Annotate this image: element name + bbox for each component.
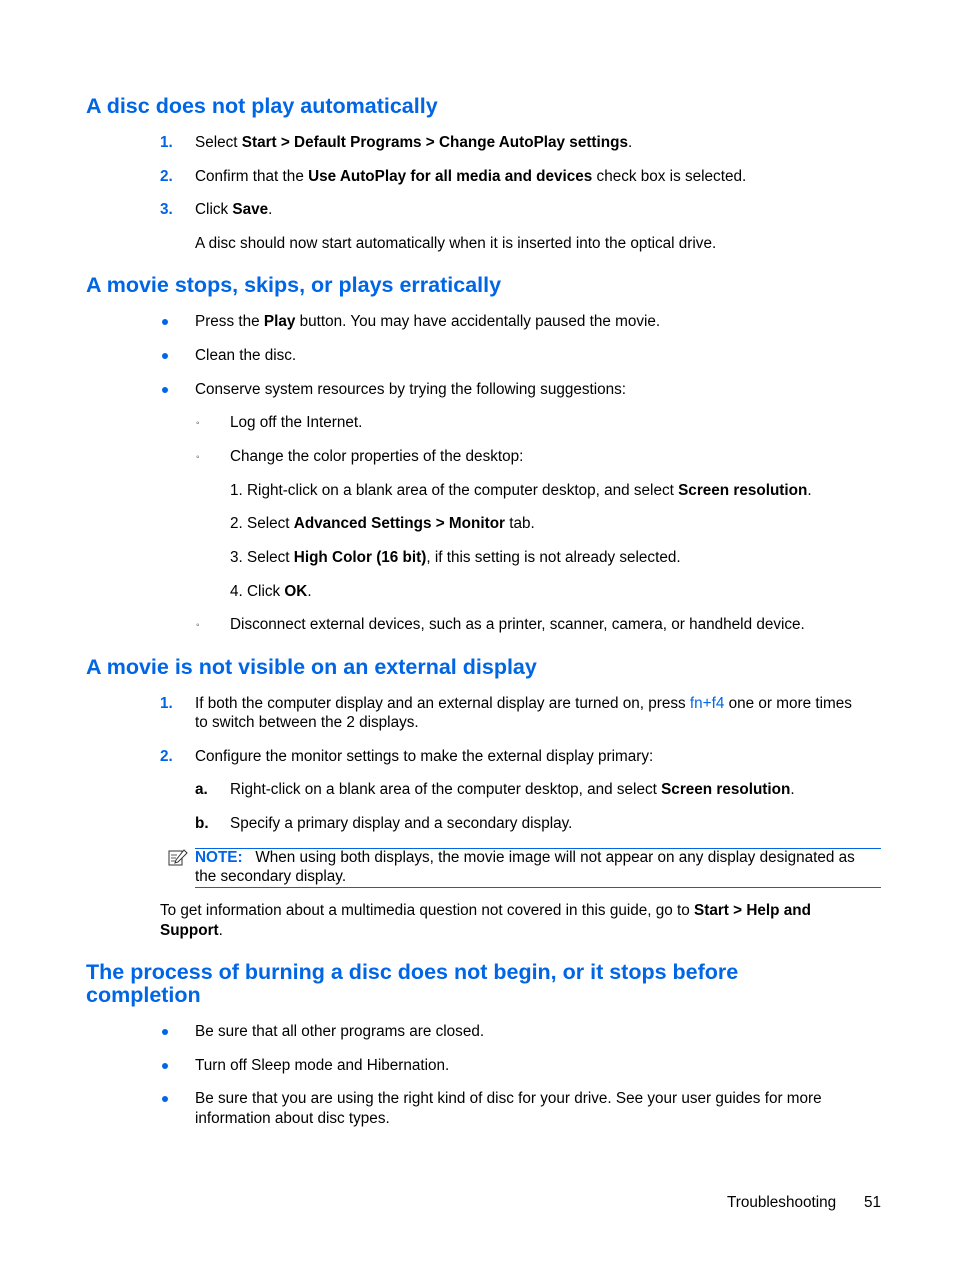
sub-bullet-icon: ◦: [196, 418, 200, 429]
note-text-line2: the secondary display.: [195, 868, 347, 885]
bullet-text: Press the Play button. You may have accidentally paused the movie.: [195, 313, 661, 330]
step-number: 1.: [160, 134, 173, 151]
footer-section-name: Troubleshooting: [727, 1194, 837, 1211]
bullet-icon: [162, 319, 168, 325]
sub-bullet-text: Change the color properties of the desktop:: [230, 448, 524, 465]
bullet-icon: [162, 353, 168, 359]
note-label: NOTE:: [195, 849, 243, 866]
bullet-icon: [162, 387, 168, 393]
numbered-substep: 3. Select High Color (16 bit), if this setting is not already selected.: [230, 549, 681, 566]
step-text: Configure the monitor settings to make the external display primary:: [195, 748, 654, 765]
bullet-text-continued: information about disc types.: [195, 1110, 390, 1127]
heading-burning-disc-continued: completion: [86, 983, 201, 1007]
heading-burning-disc: The process of burning a disc does not begin, or it stops before: [86, 960, 739, 984]
step-number: 3.: [160, 201, 173, 218]
numbered-substep: 1. Right-click on a blank area of the computer desktop, and select Screen resolution.: [230, 482, 812, 499]
info-paragraph: To get information about a multimedia question not covered in this guide, go to Start > Help and: [160, 902, 811, 919]
bullet-text: Clean the disc.: [195, 347, 297, 364]
sub-bullet-icon: ◦: [196, 620, 200, 631]
step-letter: b.: [195, 815, 209, 832]
key-combo: fn+f4: [689, 695, 725, 712]
bullet-icon: [162, 1096, 168, 1102]
step-number: 2.: [160, 168, 173, 185]
heading-movie-stops: A movie stops, skips, or plays erratically: [86, 273, 502, 297]
step-text-continued: to switch between the 2 displays.: [195, 714, 419, 731]
numbered-substep: 2. Select Advanced Settings > Monitor tab.: [230, 515, 535, 532]
step-text: If both the computer display and an external display are turned on, press fn+f4 one or more times: [195, 695, 852, 712]
bullet-text: Turn off Sleep mode and Hibernation.: [195, 1057, 450, 1074]
footer-page-number: 51: [864, 1194, 882, 1211]
bullet-text: Be sure that you are using the right kind of disc for your drive. See your user guides for more: [195, 1090, 822, 1107]
bullet-icon: [162, 1029, 168, 1035]
step-text: Select Start > Default Programs > Change AutoPlay settings.: [195, 134, 633, 151]
sub-bullet-icon: ◦: [196, 452, 200, 463]
step-text: Click Save.: [195, 201, 273, 218]
note-pencil-icon: [168, 849, 188, 872]
note-text-line1: NOTE: When using both displays, the movie image will not appear on any display designated as: [195, 849, 855, 866]
heading-disc-not-play: A disc does not play automatically: [86, 94, 438, 118]
step-number: 2.: [160, 748, 173, 765]
bullet-icon: [162, 1063, 168, 1069]
bullet-text: Be sure that all other programs are closed.: [195, 1023, 485, 1040]
info-paragraph-continued: Support.: [160, 922, 223, 939]
step-letter: a.: [195, 781, 208, 798]
sub-bullet-text: Disconnect external devices, such as a printer, scanner, camera, or handheld device.: [230, 616, 805, 633]
bullet-text: Conserve system resources by trying the following suggestions:: [195, 381, 627, 398]
heading-movie-not-visible: A movie is not visible on an external display: [86, 655, 537, 679]
sub-bullet-text: Log off the Internet.: [230, 414, 363, 431]
numbered-substep: 4. Click OK.: [230, 583, 312, 600]
lettered-substep: Right-click on a blank area of the computer desktop, and select Screen resolution.: [230, 781, 795, 798]
paragraph: A disc should now start automatically when it is inserted into the optical drive.: [195, 235, 717, 252]
step-text: Confirm that the Use AutoPlay for all media and devices check box is selected.: [195, 168, 747, 185]
step-number: 1.: [160, 695, 173, 712]
lettered-substep: Specify a primary display and a secondary display.: [230, 815, 573, 832]
